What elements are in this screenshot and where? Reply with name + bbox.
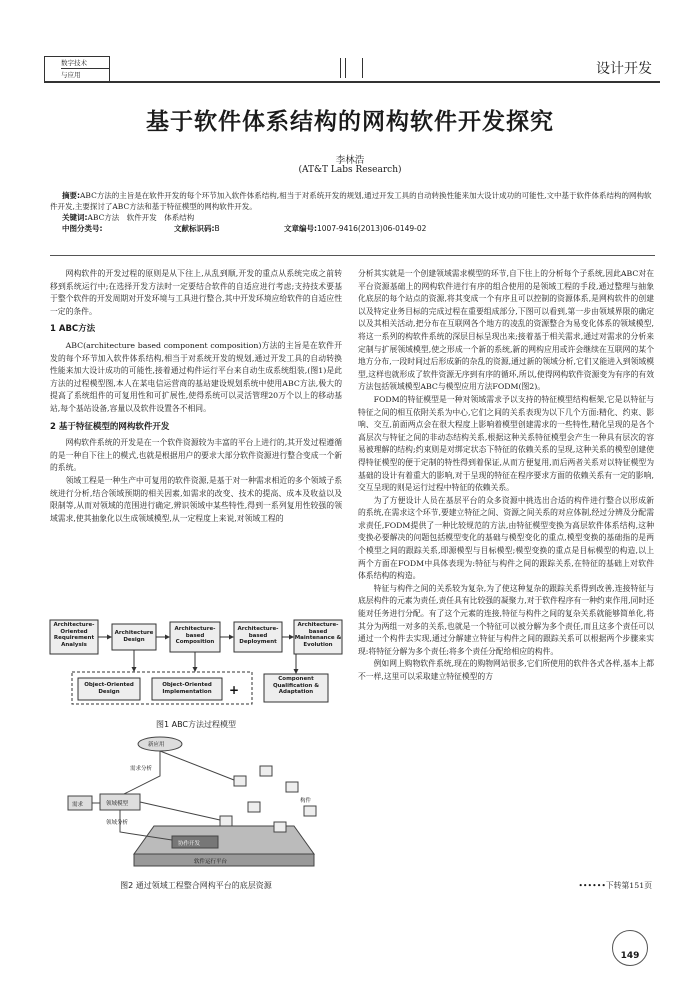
fig1-plus: + [229,683,240,697]
fig1-label: Component Qualification & Adaptation [272,676,320,695]
abstract-label: 摘要: [62,191,80,200]
header-bar-divider [362,58,363,78]
fig2-connector [140,802,220,820]
section-heading: 1 ABC方法 [50,324,96,335]
keywords-text: ABC方法 软件开发 体系结构 [87,213,195,222]
fig1-label: Architecture-based Deployment [237,626,279,645]
page-number: 149 [612,930,648,966]
article-title: 基于软件体系结构的网构软件开发探究 [146,109,554,135]
fig2-label: 构件 [300,798,312,804]
fig2-label: 软件运行平台 [194,859,228,865]
fig2-label: 需求 [72,802,84,808]
doc-code: B [214,224,220,233]
fig1-label: Object-Oriented Implementation [162,682,212,695]
paragraph: 网构软件系统的开发是在一个软件资源较为丰富的平台上进行的,其开发过程遵循的是一种自下往上的模式,也就是根据用户的要求大部分软件资源进行整合变成一个新的系统。 [50,438,342,473]
header-rule [44,81,660,83]
logo-bottom-text: 与应用 [61,71,81,79]
continued-note: ••••••下转第151页 [578,881,652,890]
keywords-label: 关键词: [62,213,88,222]
figure-1-diagram [48,618,344,708]
header-bar-divider [345,58,346,78]
paragraph: FODM的特征模型是一种对领域需求予以支持的特征模型结构框架,它是以特征与特征之间的相互依附关系为中心,它们之间的关系表现为以下几个方面:精化、约束、影响、交互,前面两点会在很大程度上影响着模型创建需求的一些特性,精化呈现的是各个高层次与特征之间的非动态结构关系,根据这种关系特征模型会产生一种具有层次的容易被理解的结构;约束则是对绑定状态下特征的依赖关系的呈现,这种关系的模型创建使得特征模型的便于定制的特性得到着保证,从而方便复用,而后两者关系对以特征模型为基础的设计有着重大的影响,对于呈现的特征在程序要求方面的依赖关系有一定的影响,交互呈现的则是运行过程中特征的依赖关系。 [358,394,654,493]
fig2-platform [134,826,314,854]
paragraph: 特征与构件之间的关系较为复杂,为了使这种复杂的跟踪关系得到改善,连接特征与底层构件的元素为责任,责任具有比较强的凝聚力,对于软件程序有一种约束作用,同时还能对任务进行分配。有了这个元素的连接,特征与构件之间的复杂关系就能够简单化,将其分为两组一对多的关系,也就是一个特征可以被分解为多个责任,而且这多个责任可以通过一个构件去实现,通过分解建立特征与构件之间的跟踪关系可以根据两个步骤来实现:将特征分解为多个责任;将多个责任分配给相应的构件。 [358,583,654,656]
author-affiliation: (AT&T Labs Research) [298,165,402,175]
abstract-block [50,190,655,234]
paragraph: 领域工程是一种生产中可复用的软件资源,是基于对一种需求相近的多个领域子系统进行分析,结合领域预期的相关因素,如需求的改变、技术的提高、成本及收益以及限制等,从而对领域的范围进行确定,辨识领域中某些特性,得到一系列复用性较强的领域需求,使其抽象化以生成领域模型,从一定程度上来说,对领域工程的 [50,475,342,523]
fig2-component [286,782,298,792]
figure-2-diagram [64,736,340,872]
paragraph: 例如网上购物软件系统,现在的购物网站很多,它们所使用的软件各式各样,基本上都不一样,这里可以采取建立特征模型的方 [358,659,654,681]
author-name: 李林浩 [335,155,365,166]
fig2-connector [160,751,234,780]
left-column [50,268,342,525]
fig2-label: 领域模型 [106,801,129,807]
fig2-label: 协作开发 [178,841,201,847]
fig1-label: Architecture-based Maintenance & Evolution [294,622,342,648]
right-column [358,268,654,684]
section-heading: 2 基于特征模型的网构软件开发 [50,421,170,432]
fig1-label: Object-Oriented Design [84,682,134,695]
abstract-rule [50,255,655,256]
fig2-component [274,822,286,832]
paragraph: ABC(architecture based component composition)方法的主旨是在软件开发的每个环节加入软件体系结构,相当于对系统开发的规划,通过开发工具的自动转换性能来加大设计成功的可能性,接着通过构件运行平台来自动生成系统组装,(图1)是此方法的过程模型图,本人在某电信运营商的基站建设规划系统中使用ABC方法,极大的提高了系统组件的可复用性和可扩展性,使得系统可以灵活管理20万个以上的移动基站,每个基站设备,容量以及软件设置各不相同。 [50,340,342,413]
journal-logo [44,56,110,82]
fig2-label: 需求分析 [130,766,153,772]
fig2-connector [124,751,160,794]
paragraph: 为了方便设计人员在基层平台的众多资源中挑选出合适的构件进行整合以形成新的系统,在需求这个环节,要建立特征之间、资源之间关系的对应体制,经过分辨及分配需求责任,FODM提供了一种比较规范的方法,由特征模型变换为高层软件体系结构,这种变换必要解决的问题包括模型变化的基础与模型变化的重点,模型变换的基础指的是两个模型之间的跟踪关系,即源模型与目标模型;模型变换的重点是目标模型的构造,以上两个方面在FODM中具体表现为:特征与构件之间的跟踪关系,在特征的基础上对软件体系结构的构造。 [358,495,654,581]
fig2-component [304,806,316,816]
clc-label: 中图分类号: [62,224,103,233]
abstract-text: ABC方法的主旨是在软件开发的每个环节加入软件体系结构,相当于对系统开发的规划,通过开发工具的自动转换性能来加大设计成功的可能性,文中基于软件体系结构的网构软件开发,主要探讨了ABC方法和基于特征模型的网构软件开发。 [50,191,652,211]
header-bar-divider [340,58,341,78]
fig2-component [234,776,246,786]
fig1-label: Architecture-based Composition [174,626,216,645]
doc-code-label: 文献标识码: [174,224,215,233]
paragraph: 分析其实就是一个创建领域需求模型的环节,自下往上的分析每个子系统,因此ABC对在平台资源基础上的网构软件进行有序的组合使用的是领域工程的手段,通过整理与抽象化底层的每个站点的资源,将其变成一个有序且可以控制的资源体系,是网构软件的创建以及特定业务目标的完成过程在重要组成部分,下图可以看到,第一步由领域界限的确定以及其相关活动,把分布在互联网各个地方的凌乱的资源整合为易变化体系的领域模型,将这一系列的构软件系统的深层目标呈现出来;接着基于相关需求,通过对需求的分析来定制与扩展领域模型,使之形成一个新的系统,新的网构应用或许会继续在互联网的某个地方分布,一段时间过后形成新的杂乱的资源,通过新的领域分析,它们又能进入到领域模型,这样也就形成了软件资源无序到有序的循环,所以,使得网构软件资源变为有序的有效方法包括领域模型ABC与模型应用方法FODM(图2)。 [358,269,654,392]
fig2-component [248,802,260,812]
fig1-label: Architecture Design [114,630,154,643]
fig1-label: Architecture-Oriented Requirement Analysis [53,622,95,648]
figure-2-caption: 图2 通过领域工程整合网构平台的底层资源 [120,881,272,890]
logo-top-text: 数字技术 [61,57,109,69]
fig2-component [260,766,272,776]
article-no-label: 文章编号: [284,224,317,233]
fig2-label: 新应用 [148,742,165,748]
fig2-component [220,816,232,826]
figure-1-caption: 图1 ABC方法过程模型 [155,720,237,729]
section-label: 设计开发 [596,61,652,77]
article-no: 1007-9416(2013)06-0149-02 [317,224,427,233]
paragraph: 网构软件的开发过程的原则是从下往上,从乱到顺,开发的重点从系统完成之前转移到系统运行中;在选择开发方法时一定要结合软件的自适应进行考虑;支持技术要基于整个软件的开发周期对开发环境与工具进行整合,其中开发环境应给软件的自适应性一定的条件。 [50,269,342,316]
fig2-label: 领域分析 [106,820,129,826]
